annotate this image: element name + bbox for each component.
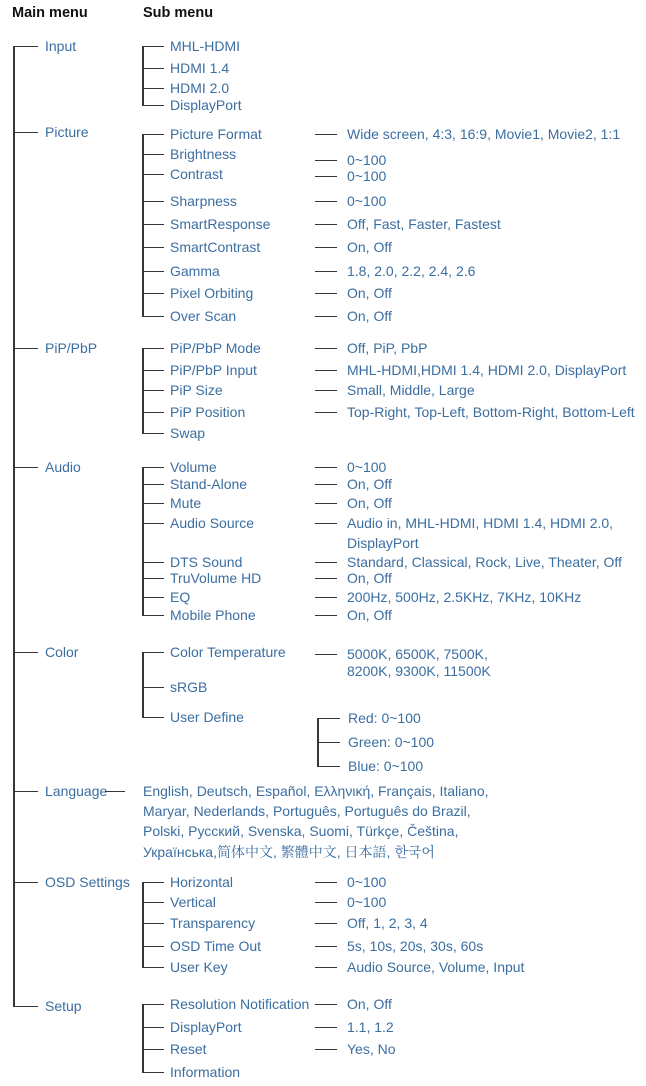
sub-item-resolution-notification [142, 996, 309, 1012]
option-values: Off, 1, 2, 3, 4 [347, 915, 428, 931]
option-values: Off, PiP, PbP [347, 340, 428, 356]
sub-item-label: Picture Format [170, 126, 262, 142]
sub-item-pip-position [142, 404, 245, 420]
options-mobile-phone [315, 607, 392, 623]
option-values: 0~100 [347, 894, 387, 910]
options-pip-pbp-mode [315, 340, 427, 356]
sub-item-label: Mobile Phone [170, 607, 256, 623]
sub-item-srgb [142, 679, 207, 695]
tree-tick [142, 370, 164, 371]
sub-item-hdmi-14 [142, 60, 229, 76]
tree-tick [142, 1027, 164, 1028]
tree-dash [315, 134, 337, 135]
tree-dash [105, 791, 125, 792]
sub-item-label: Gamma [170, 263, 220, 279]
sub-item-label: Audio Source [170, 515, 255, 531]
sub-item-label: User Define [170, 709, 244, 725]
sub-item-label: DisplayPort [170, 97, 242, 113]
tree-tick [142, 390, 164, 391]
sub-item-information [142, 1064, 240, 1080]
sub-item-brightness [142, 146, 236, 162]
sub-item-label: PiP Size [170, 382, 223, 398]
main-item-pip-pbp [13, 340, 97, 356]
option-values: Small, Middle, Large [347, 382, 475, 398]
options-pip-pbp-input [315, 362, 626, 378]
option-values: 0~100 [347, 152, 387, 168]
sub-item-user-define [142, 709, 244, 725]
sub-item-label: Resolution Notification [170, 996, 310, 1012]
main-item-label: Input [45, 38, 77, 54]
sub-item-green [317, 734, 434, 750]
sub-item-truvolume-hd [142, 570, 261, 586]
tree-tick [317, 742, 340, 743]
options-volume [315, 459, 386, 475]
tree-dash [315, 176, 337, 177]
option-values: On, Off [347, 239, 392, 255]
sub-item-label: Green: 0~100 [348, 734, 435, 750]
sub-item-red [317, 710, 421, 726]
options-pip-size [315, 382, 475, 398]
tree-dash [315, 467, 337, 468]
tree-dash [315, 654, 337, 655]
tree-tick [142, 717, 164, 718]
tree-tick [142, 88, 164, 89]
tree-dash [315, 615, 337, 616]
sub-item-label: Contrast [170, 166, 223, 182]
sub-item-label: PiP Position [170, 404, 246, 420]
sub-item-label: EQ [170, 589, 191, 605]
tree-tick [142, 923, 164, 924]
options-over-scan [315, 308, 392, 324]
main-item-label: OSD Settings [45, 874, 130, 890]
tree-tick [142, 105, 164, 106]
main-item-input [13, 38, 76, 54]
tree-dash [315, 1027, 337, 1028]
option-values: Audio in, MHL-HDMI, HDMI 1.4, HDMI 2.0, [347, 515, 614, 531]
sub-item-label: Stand-Alone [170, 476, 248, 492]
option-values: Yes, No [347, 1041, 396, 1057]
sub-item-pip-pbp-mode [142, 340, 261, 356]
sub-item-label: PiP/PbP Input [170, 362, 257, 378]
option-values: On, Off [347, 570, 392, 586]
tree-dash [315, 503, 337, 504]
option-values: On, Off [347, 285, 392, 301]
tree-tick [142, 1004, 164, 1005]
tree-dash [315, 224, 337, 225]
sub-item-transparency [142, 915, 255, 931]
tree-tick [142, 503, 164, 504]
sub-item-label: Mute [170, 495, 202, 511]
tree-dash [315, 902, 337, 903]
option-values: Off, Fast, Faster, Fastest [347, 216, 501, 232]
sub-menu-header: Sub menu [143, 5, 214, 21]
sub-item-label: Red: 0~100 [348, 710, 421, 726]
sub-item-pixel-orbiting [142, 285, 253, 301]
options-smartresponse [315, 216, 501, 232]
tree-tick [142, 271, 164, 272]
main-item-label: Setup [45, 998, 82, 1014]
sub-item-audio-source [142, 515, 254, 531]
main-item-label: Audio [45, 459, 81, 475]
tree-tick [142, 348, 164, 349]
tree-dash [315, 882, 337, 883]
sub-item-label: Information [170, 1064, 241, 1080]
main-item-color [13, 644, 78, 660]
sub-item-label: DisplayPort [170, 1019, 242, 1035]
main-menu-header: Main menu [12, 5, 88, 21]
tree-tick [13, 1006, 38, 1007]
tree-tick [142, 523, 164, 524]
options-audio-source [315, 515, 613, 531]
tree-tick [142, 154, 164, 155]
sub-item-volume [142, 459, 217, 475]
sub-item-hdmi-20 [142, 80, 229, 96]
tree-tick [317, 766, 340, 767]
sub-item-stand-alone [142, 476, 247, 492]
main-item-label: Color [45, 644, 79, 660]
tree-tick [142, 687, 164, 688]
sub-item-label: Swap [170, 425, 206, 441]
sub-item-eq [142, 589, 190, 605]
tree-tick [142, 412, 164, 413]
sub-item-label: Blue: 0~100 [348, 758, 424, 774]
sub-item-label: Sharpness [170, 193, 237, 209]
main-item-audio [13, 459, 81, 475]
options-pip-position [315, 404, 635, 420]
option-values: 200Hz, 500Hz, 2.5KHz, 7KHz, 10KHz [347, 589, 582, 605]
sub-item-label: Reset [170, 1041, 207, 1057]
sub-item-label: Color Temperature [170, 644, 286, 660]
main-item-setup [13, 998, 82, 1014]
tree-dash [315, 348, 337, 349]
main-item-label: Language [45, 783, 108, 799]
sub-item-dts-sound [142, 554, 242, 570]
options-horizontal [315, 874, 386, 890]
tree-tick [142, 615, 164, 616]
options-vertical [315, 894, 386, 910]
option-values: On, Off [347, 308, 392, 324]
options-transparency [315, 915, 428, 931]
option-values: On, Off [347, 495, 392, 511]
option-values-wrap: Українська,简体中文, 繁體中文, 日本語, 한국어 [143, 844, 435, 860]
sub-item-label: MHL-HDMI [170, 38, 240, 54]
option-values: 0~100 [347, 193, 387, 209]
sub-item-label: Vertical [170, 894, 216, 910]
sub-item-mute [142, 495, 201, 511]
sub-item-label: Brightness [170, 146, 237, 162]
tree-dash [315, 160, 337, 161]
sub-item-contrast [142, 166, 223, 182]
tree-tick [142, 578, 164, 579]
sub-item-horizontal [142, 874, 233, 890]
options-dts-sound [315, 554, 622, 570]
option-values: 5s, 10s, 20s, 30s, 60s [347, 938, 484, 954]
options-displayport-setup [315, 1019, 394, 1035]
tree-tick [13, 132, 38, 133]
sub-item-label: DTS Sound [170, 554, 243, 570]
main-item-label: PiP/PbP [45, 340, 98, 356]
tree-dash [315, 578, 337, 579]
tree-tick [317, 718, 340, 719]
option-values: 0~100 [347, 168, 387, 184]
tree-dash [315, 316, 337, 317]
tree-tick [142, 46, 164, 47]
tree-tick [142, 316, 164, 317]
options-eq [315, 589, 581, 605]
sub-item-label: TruVolume HD [170, 570, 262, 586]
option-values: Standard, Classical, Rock, Live, Theater, Off [347, 554, 622, 570]
tree-dash [315, 390, 337, 391]
sub-item-label: Volume [170, 459, 217, 475]
sub-item-pip-size [142, 382, 223, 398]
sub-item-smartresponse [142, 216, 270, 232]
tree-dash [315, 562, 337, 563]
tree-tick [13, 652, 38, 653]
tree-tick [13, 348, 38, 349]
sub-item-smartcontrast [142, 239, 260, 255]
sub-item-label: Pixel Orbiting [170, 285, 254, 301]
options-mute [315, 495, 392, 511]
sub-item-blue [317, 758, 423, 774]
sub-item-reset [142, 1041, 207, 1057]
option-values: On, Off [347, 476, 392, 492]
tree-tick [142, 652, 164, 653]
tree-tick [13, 467, 38, 468]
option-values: Audio Source, Volume, Input [347, 959, 525, 975]
main-item-language [13, 783, 107, 799]
options-brightness [315, 152, 386, 168]
option-values: MHL-HDMI,HDMI 1.4, HDMI 2.0, DisplayPort [347, 362, 627, 378]
tree-tick [13, 46, 38, 47]
option-values: 1.1, 1.2 [347, 1019, 394, 1035]
sub-item-displayport [142, 97, 242, 113]
tree-tick [142, 247, 164, 248]
tree-dash [315, 1049, 337, 1050]
option-values: English, Deutsch, Español, Ελληνική, Français, Italiano, [143, 783, 489, 799]
sub-item-pip-pbp-input [142, 362, 257, 378]
tree-tick [142, 68, 164, 69]
main-item-picture [13, 124, 89, 140]
option-values-wrap: 8200K, 9300K, 11500K [347, 663, 491, 679]
option-values: 1.8, 2.0, 2.2, 2.4, 2.6 [347, 263, 476, 279]
main-item-label: Picture [45, 124, 89, 140]
option-values-wrap: DisplayPort [347, 535, 419, 551]
tree-dash [315, 523, 337, 524]
sub-item-displayport-setup [142, 1019, 242, 1035]
tree-dash [315, 370, 337, 371]
tree-tick [142, 134, 164, 135]
option-values: On, Off [347, 607, 392, 623]
tree-dash [315, 293, 337, 294]
sub-item-osd-time-out [142, 938, 261, 954]
options-user-key [315, 959, 524, 975]
sub-item-gamma [142, 263, 220, 279]
sub-item-sharpness [142, 193, 237, 209]
sub-item-label: SmartResponse [170, 216, 271, 232]
sub-item-vertical [142, 894, 216, 910]
tree-tick [13, 882, 38, 883]
options-color-temperature [315, 646, 488, 662]
options-sharpness [315, 193, 386, 209]
options-resolution-notification [315, 996, 392, 1012]
option-values: 0~100 [347, 874, 387, 890]
sub-item-over-scan [142, 308, 236, 324]
tree-tick [142, 201, 164, 202]
option-values: 0~100 [347, 459, 387, 475]
options-pixel-orbiting [315, 285, 392, 301]
tree-dash [315, 271, 337, 272]
sub-item-label: User Key [170, 959, 228, 975]
tree-tick [142, 1072, 164, 1073]
sub-item-label: Horizontal [170, 874, 234, 890]
tree-dash [315, 201, 337, 202]
tree-dash [315, 597, 337, 598]
tree-tick [142, 174, 164, 175]
option-values-wrap: Polski, Русский, Svenska, Suomi, Türkçe, Čeština, [143, 823, 459, 839]
tree-dash [315, 923, 337, 924]
tree-tick [142, 597, 164, 598]
sub-item-label: Over Scan [170, 308, 237, 324]
options-truvolume-hd [315, 570, 392, 586]
option-values: On, Off [347, 996, 392, 1012]
tree-tick [142, 467, 164, 468]
option-values: Wide screen, 4:3, 16:9, Movie1, Movie2, 1:1 [347, 126, 621, 142]
tree-tick [142, 224, 164, 225]
sub-item-label: HDMI 2.0 [170, 80, 230, 96]
options-contrast [315, 168, 386, 184]
tree-dash [315, 946, 337, 947]
sub-item-label: OSD Time Out [170, 938, 262, 954]
tree-dash [315, 967, 337, 968]
options-osd-time-out [315, 938, 483, 954]
sub-item-user-key [142, 959, 228, 975]
tree-tick [142, 562, 164, 563]
tree-tick [142, 1049, 164, 1050]
tree-dash [315, 484, 337, 485]
option-values: Top-Right, Top-Left, Bottom-Right, Bottom-Left [347, 404, 635, 420]
options-reset [315, 1041, 396, 1057]
tree-tick [142, 484, 164, 485]
tree-tick [142, 882, 164, 883]
sub-item-label: SmartContrast [170, 239, 261, 255]
tree-dash [315, 412, 337, 413]
tree-tick [142, 293, 164, 294]
main-trunk-line [13, 46, 15, 1006]
sub-item-mhl-hdmi [142, 38, 240, 54]
options-picture-format [315, 126, 620, 142]
setup-trunk-line [142, 1004, 144, 1072]
options-gamma [315, 263, 475, 279]
options-stand-alone [315, 476, 392, 492]
sub-item-picture-format [142, 126, 262, 142]
tree-tick [142, 967, 164, 968]
tree-dash [315, 1004, 337, 1005]
tree-tick [142, 946, 164, 947]
sub-item-mobile-phone [142, 607, 256, 623]
sub-item-label: Transparency [170, 915, 256, 931]
tree-tick [13, 791, 38, 792]
sub-item-label: sRGB [170, 679, 208, 695]
options-smartcontrast [315, 239, 392, 255]
main-item-osd-settings [13, 874, 130, 890]
tree-tick [142, 902, 164, 903]
options-language [105, 783, 489, 799]
sub-item-label: PiP/PbP Mode [170, 340, 261, 356]
tree-dash [315, 247, 337, 248]
sub-item-color-temperature [142, 644, 286, 660]
sub-item-label: HDMI 1.4 [170, 60, 230, 76]
sub-item-swap [142, 425, 205, 441]
tree-tick [142, 433, 164, 434]
option-values-wrap: Maryar, Nederlands, Português, Português do Brazil, [143, 803, 471, 819]
option-values: 5000K, 6500K, 7500K, [347, 646, 488, 662]
